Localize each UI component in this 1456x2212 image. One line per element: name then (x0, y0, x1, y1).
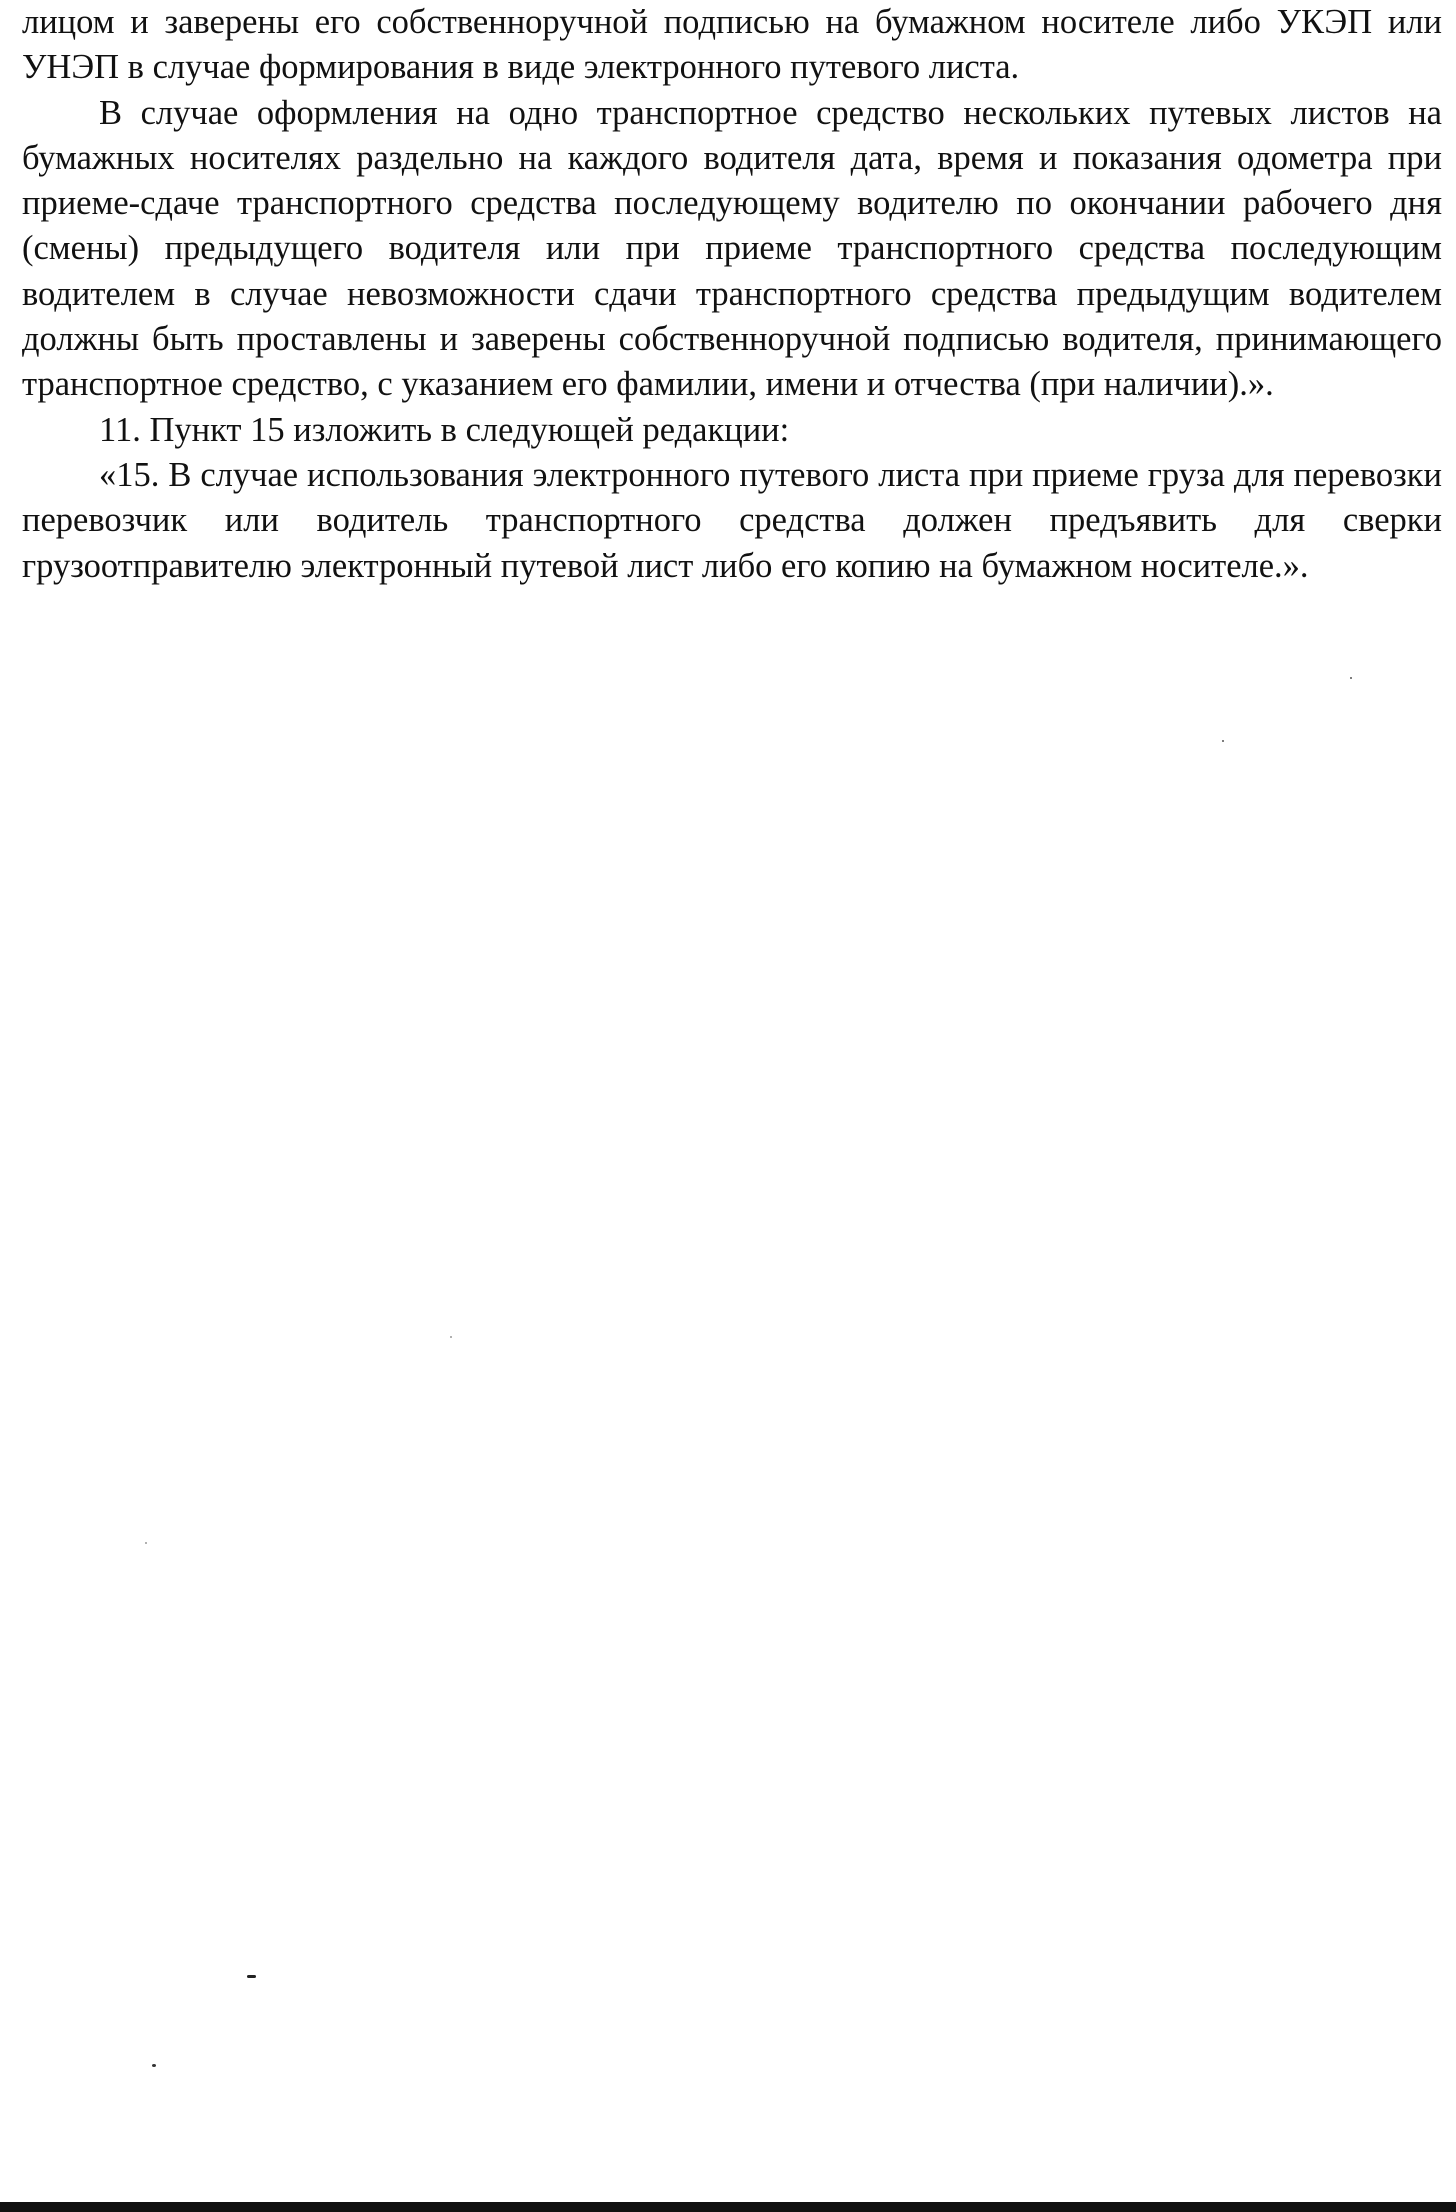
scan-speck (152, 2064, 156, 2067)
paragraph-multiple-waybills: В случае оформления на одно транспортное средство нескольких путевых листов на бумажных носителях раздельно на каждого водителя дата, время и показания одометра при приеме-сдаче транспортного средства последующему водителю по окончании рабочего дня (смены) предыдущего водителя или при приеме транспортного средства последующим водителем в случае невозможности сдачи транспортного средства предыдущим водителем должны быть проставлены и заверены собственноручной подписью водителя, принимающего транспортное средство, с указанием его фамилии, имени и отчества (при наличии).». (22, 93, 1442, 404)
scan-speck (1222, 740, 1224, 742)
scan-speck (1350, 677, 1352, 679)
scan-speck (247, 1975, 256, 1978)
scan-speck (450, 1336, 452, 1338)
scan-bottom-edge (0, 2202, 1456, 2212)
scan-speck (145, 1542, 147, 1544)
paragraph-item-11: 11. Пункт 15 изложить в следующей редакции: (99, 410, 790, 449)
paragraph-continuation: лицом и заверены его собственноручной подписью на бумажном носителе либо УКЭП или УНЭП в случае формирования в виде электронного путевого листа. (22, 3, 1442, 87)
document-body (22, 0, 1442, 589)
paragraph-item-15: «15. В случае использования электронного путевого листа при приеме груза для перевозки перевозчик или водитель транспортного средства должен предъявить для сверки грузоотправителю электронный путевой лист либо его копию на бумажном носителе.». (22, 455, 1442, 585)
